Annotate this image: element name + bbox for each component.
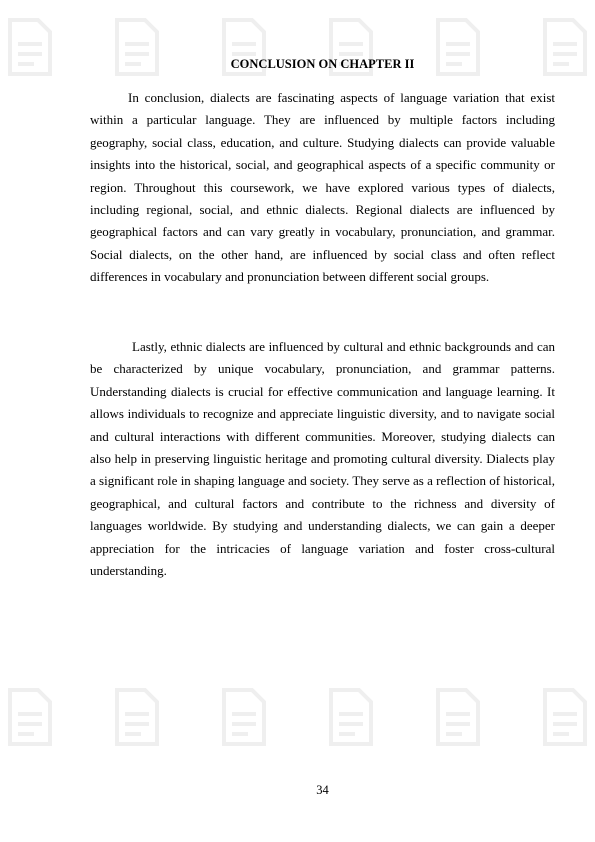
- watermark-row-top: [0, 16, 595, 86]
- document-watermark-icon: [539, 686, 591, 748]
- document-watermark-icon: [218, 686, 270, 748]
- page-title: CONCLUSION ON CHAPTER II: [230, 57, 415, 71]
- document-watermark-icon: [111, 686, 163, 748]
- document-watermark-icon: [325, 686, 377, 748]
- page-number: 34: [316, 783, 329, 797]
- paragraph-1: In conclusion, dialects are fascinating aspects of language variation that exist within a particular language. They are influenced by multiple factors including geography, social class, education, and culture. Studying dialects can provide valuable insights into the historical, social, and geographical aspects of a specific community or region. Throughout this coursework, we have explored various types of dialects, including regional, social, and ethnic dialects. Regional dialects are influenced by geographical factors and can vary greatly in vocabulary, pronunciation, and grammar. Social dialects, on the other hand, are influenced by social class and often reflect differences in vocabulary and pronunciation between different social groups.: [90, 90, 555, 285]
- watermark-row-bottom: [0, 686, 595, 756]
- document-watermark-icon: [4, 686, 56, 748]
- document-watermark-icon: [4, 16, 56, 78]
- paragraph-2: Lastly, ethnic dialects are influenced by cultural and ethnic backgrounds and can be characterized by unique vocabulary, pronunciation, and grammar patterns. Understanding dialects is crucial for effective communication and language learning. It allows individuals to recognize and appreciate linguistic diversity, and to navigate social and cultural interactions with different communities. Moreover, studying dialects can also help in preserving linguistic heritage and promoting cultural diversity. Dialects play a significant role in shaping language and society. They serve as a reflection of historical, geographical, and cultural factors and contribute to the richness and diversity of languages worldwide. By studying and understanding dialects, we can gain a deeper appreciation for the intricacies of language variation and foster cross-cultural understanding.: [90, 339, 555, 579]
- document-watermark-icon: [432, 686, 484, 748]
